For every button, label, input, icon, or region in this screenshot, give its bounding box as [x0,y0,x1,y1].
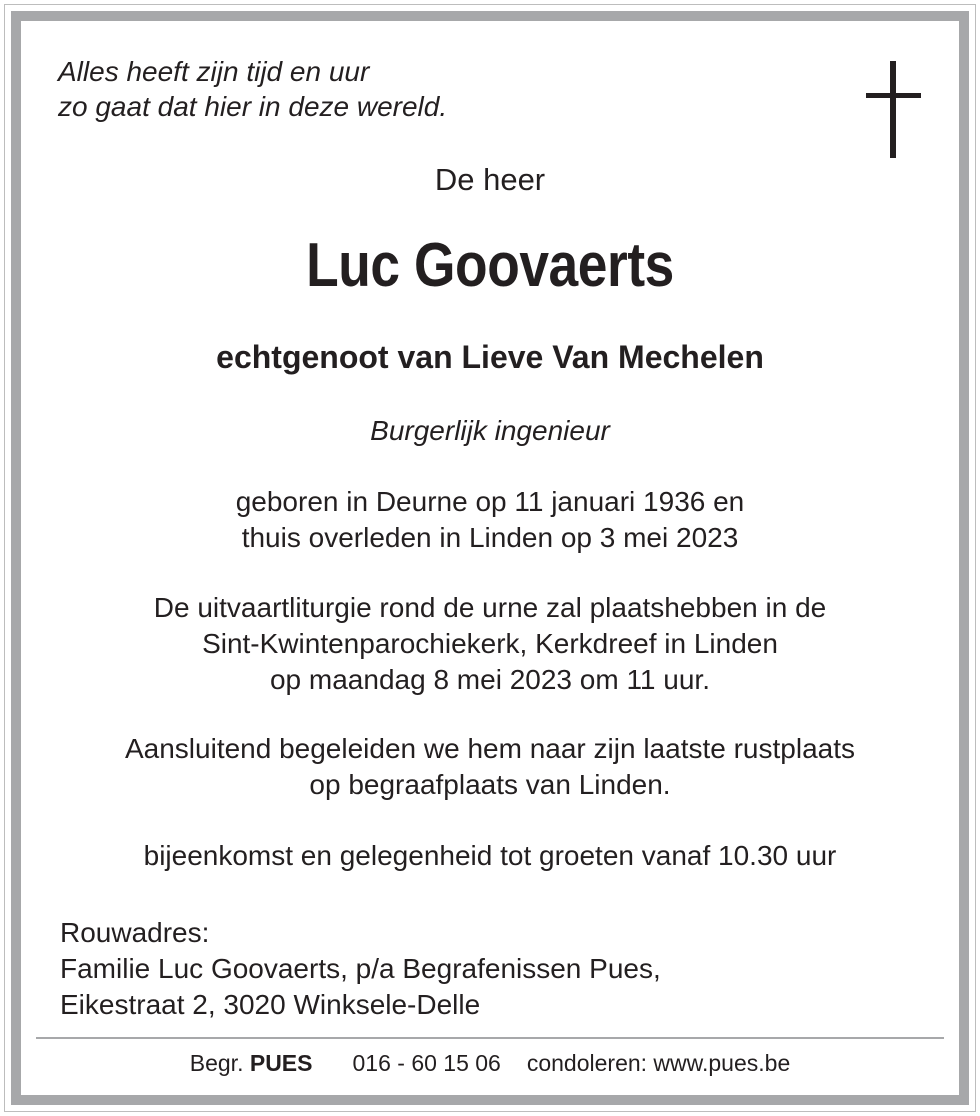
profession: Burgerlijk ingenieur [370,415,610,446]
footer-condolence-link[interactable]: condoleren: www.pues.be [526,1050,791,1076]
funeral-home-name: PUES [249,1050,313,1076]
cross-icon [866,61,921,158]
motto [58,54,447,124]
address-line-1: Familie Luc Goovaerts, p/a Begrafenissen Pues, [60,953,661,984]
burial-line-2: op begraafplaats van Linden. [309,769,671,800]
funeral-line-3: op maandag 8 mei 2023 om 11 uur. [269,664,710,695]
address-line-2: Eikestraat 2, 3020 Winksele-Delle [60,989,481,1020]
spouse-line: echtgenoot van Lieve Van Mechelen [216,339,764,375]
birth-death-info [0,484,980,556]
deceased-name: Luc Goovaerts [306,231,674,300]
death-line: thuis overleden in Linden op 3 mei 2023 [241,522,739,553]
burial-info [0,731,980,803]
address-label: Rouwadres: [60,917,210,948]
footer-phone[interactable]: 016 - 60 15 06 [352,1050,501,1076]
mourning-address [60,915,661,1023]
salutation: De heer [434,162,546,197]
funeral-line-1: De uitvaartliturgie rond de urne zal plaatshebben in de [153,592,827,623]
funeral-line-2: Sint-Kwintenparochiekerk, Kerkdreef in Linden [202,628,778,659]
footer-divider [36,1037,944,1039]
gathering-info: bijeenkomst en gelegenheid tot groeten vanaf 10.30 uur [143,840,837,871]
birth-line: geboren in Deurne op 11 januari 1936 en [235,486,745,517]
funeral-info [0,590,980,698]
footer-prefix: Begr. [189,1050,244,1076]
burial-line-1: Aansluitend begeleiden we hem naar zijn laatste rustplaats [124,733,855,764]
motto-line-1: Alles heeft zijn tijd en uur [58,56,370,87]
footer [0,1048,980,1078]
motto-line-2: zo gaat dat hier in deze wereld. [58,91,448,122]
